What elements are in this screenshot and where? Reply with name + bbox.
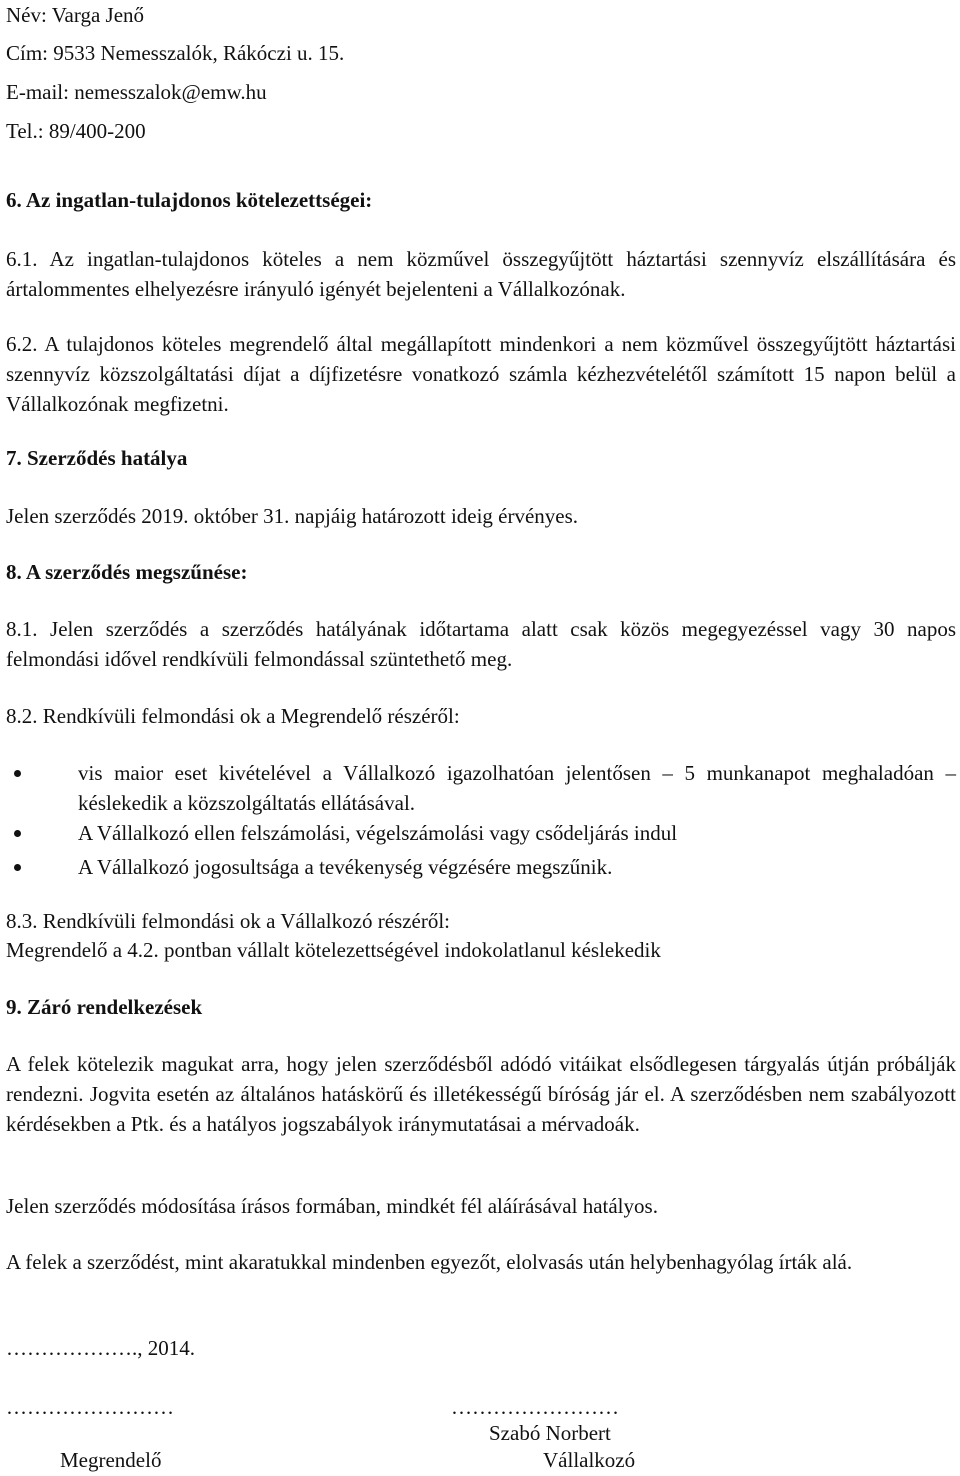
section-7-heading: 7. Szerződés hatálya (6, 446, 188, 470)
signature-line-left: …………………… (6, 1395, 174, 1419)
signature-line-right: …………………… (451, 1395, 619, 1419)
paragraph-8-1: 8.1. Jelen szerződés a szerződés hatályának időtartama alatt csak közös megegyezéssel vagy 30 napos felmondási idővel rendkívüli felmondással szüntethető meg. (6, 617, 956, 671)
date-line: ………………., 2014. (6, 1336, 195, 1360)
signatory-role-left: Megrendelő (60, 1448, 162, 1472)
paragraph-9-2: Jelen szerződés módosítása írásos formában, mindkét fél aláírásával hatályos. (6, 1194, 658, 1218)
contact-phone: Tel.: 89/400-200 (6, 119, 146, 143)
list-item-text: A Vállalkozó ellen felszámolási, végelszámolási vagy csődeljárás indul (78, 821, 678, 845)
contact-name: Név: Varga Jenő (6, 3, 145, 27)
bullet-icon (14, 864, 21, 871)
paragraph-8-2: 8.2. Rendkívüli felmondási ok a Megrendelő részéről: (6, 704, 460, 728)
paragraph-9-1: A felek kötelezik magukat arra, hogy jelen szerződésből adódó vitáikat elsődlegesen tárgyalás útján próbálják rendezni. Jogvita esetén az általános hatáskörű és illetékességű bíróság jár el. A szerződésben nem szabályozott kérdésekben a Ptk. és a hatályos jogszabályok iránymutatásai a mérvadoák. (6, 1052, 956, 1136)
bullet-icon (14, 770, 21, 777)
paragraph-8-3-line-1: 8.3. Rendkívüli felmondási ok a Vállalkozó részéről: (6, 909, 451, 933)
bullet-icon (14, 830, 21, 837)
section-8-heading: 8. A szerződés megszűnése: (6, 560, 248, 584)
section-6-heading: 6. Az ingatlan-tulajdonos kötelezettségei: (6, 188, 373, 212)
list-item-text: A Vállalkozó jogosultsága a tevékenység végzésére megszűnik. (78, 855, 613, 879)
paragraph-6-1: 6.1. Az ingatlan-tulajdonos köteles a nem közművel összegyűjtött háztartási szennyvíz elszállítására és ártalommentes elhelyezésre irányuló igényét bejelenteni a Vállalkozónak. (6, 247, 956, 301)
signatory-role-right: Vállalkozó (543, 1448, 636, 1472)
signatory-name: Szabó Norbert (489, 1421, 611, 1445)
contact-email: E-mail: nemesszalok@emw.hu (6, 80, 267, 104)
paragraph-7-1: Jelen szerződés 2019. október 31. napjáig határozott ideig érvényes. (6, 504, 579, 528)
paragraph-8-3-line-2: Megrendelő a 4.2. pontban vállalt kötelezettségével indokolatlanul késlekedik (6, 938, 661, 962)
paragraph-9-3: A felek a szerződést, mint akaratukkal mindenben egyezőt, elolvasás után helybenhagyólag írták alá. (6, 1250, 853, 1274)
list-item-text: vis maior eset kivételével a Vállalkozó igazolhatóan jelentősen – 5 munkanapot meghaladóan – késlekedik a közszolgáltatás ellátásával. (78, 761, 956, 815)
contact-address: Cím: 9533 Nemesszalók, Rákóczi u. 15. (6, 41, 345, 65)
paragraph-6-2: 6.2. A tulajdonos köteles megrendelő által megállapított mindenkori a nem közművel összegyűjtött háztartási szennyvíz közszolgáltatási díjat a díjfizetésre vonatkozó számla kézhezvételétől számított 15 napon belül a Vállalkozónak megfizetni. (6, 332, 956, 416)
section-9-heading: 9. Záró rendelkezések (6, 995, 203, 1019)
